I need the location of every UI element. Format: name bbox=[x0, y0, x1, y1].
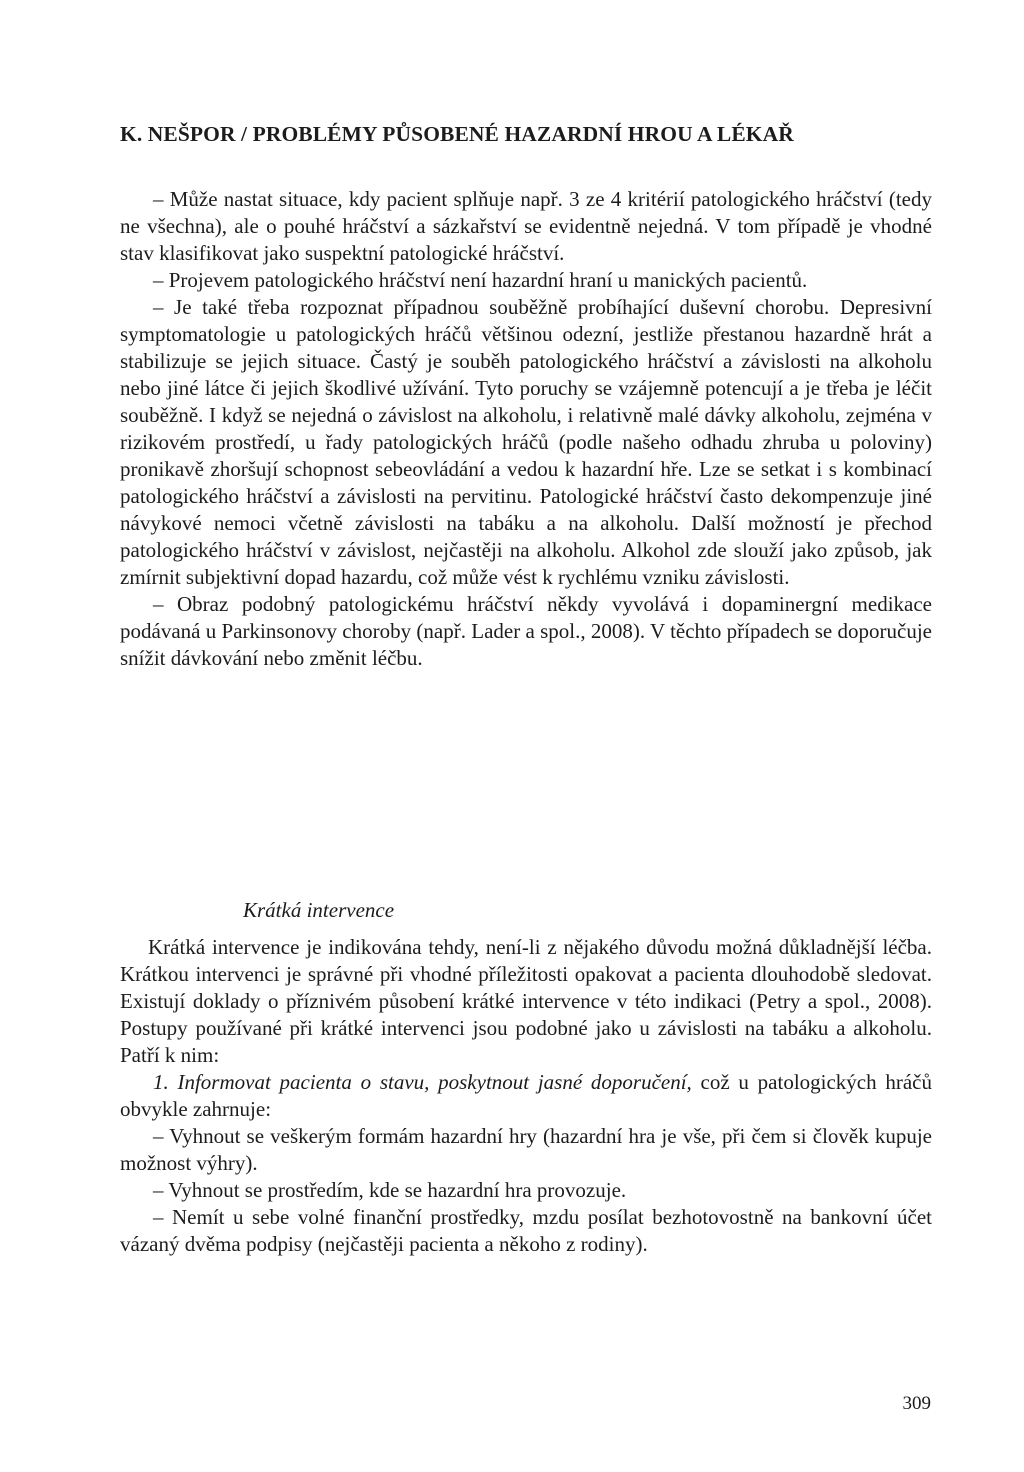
section-heading: Krátká intervence bbox=[243, 898, 395, 922]
section-2-body bbox=[120, 934, 932, 1258]
section-1-body bbox=[120, 186, 932, 672]
bullet-item: – Vyhnout se veškerým formám hazardní hry (hazardní hra je vše, při čem si člověk kupuje možnost výhry). bbox=[120, 1124, 932, 1175]
paragraph: – Může nastat situace, kdy pacient splňuje např. 3 ze 4 kritérií patologického hráčství (tedy ne všechna), ale o pouhé hráčství a sázkařství se evidentně nejedná. V tom případě je vhodné stav klasifikovat jako suspektní patologické hráčství. bbox=[120, 187, 932, 265]
paragraph: – Projevem patologického hráčství není hazardní hraní u manických pacientů. bbox=[153, 268, 808, 292]
page-number: 309 bbox=[902, 1393, 931, 1414]
paragraph: – Je také třeba rozpoznat případnou souběžně probíhající duševní chorobu. Depresivní symptomatologie u patologických hráčů většinou odezní, jestliže přestanou hazardně hrát a stabilizuje se jejich situace. Častý je souběh patologického hráčství a závislosti na alkoholu nebo jiné látce či jejich škodlivé užívání. Tyto poruchy se vzájemně potencují a je třeba je léčit souběžně. I když se nejedná o závislost na alkoholu, i relativně malé dávky alkoholu, zejména v rizikovém prostředí, u řady patologických hráčů (podle našeho odhadu zhruba u poloviny) pronikavě zhoršují schopnost sebeovládání a vedou k hazardní hře. Lze se setkat i s kombinací patologického hráčství a závislosti na pervitinu. Patologické hráčství často dekompenzuje jiné návykové nemoci včetně závislosti na tabáku a na alkoholu. Další možností je přechod patologického hráčství v závislost, nejčastěji na alkoholu. Alkohol zde slouží jako způsob, jak zmírnit subjektivní dopad hazardu, což může vést k rychlému vzniku závislosti. bbox=[120, 295, 932, 589]
bullet-item: – Nemít u sebe volné finanční prostředky, mzdu posílat bezhotovostně na bankovní účet vázaný dvěma podpisy (nejčastěji pacienta a někoho z rodiny). bbox=[120, 1205, 932, 1256]
numbered-item-italic: 1. Informovat pacienta o stavu, poskytnout jasné doporučení, bbox=[153, 1070, 692, 1094]
running-title: K. NEŠPOR / PROBLÉMY PŮSOBENÉ HAZARDNÍ HROU A LÉKAŘ bbox=[120, 122, 794, 146]
paragraph: – Obraz podobný patologickému hráčství někdy vyvolává i dopaminergní medikace podávaná u Parkinsonovy choroby (např. Lader a spol., 2008). V těchto případech se doporučuje snížit dávkování nebo změnit léčbu. bbox=[120, 592, 932, 670]
numbered-item-text: což u patologických hráčů obvykle zahrnuje: bbox=[120, 1070, 932, 1121]
paragraph: Krátká intervence je indikována tehdy, není-li z nějakého důvodu možná důkladnější léčba. Krátkou intervenci je správné při vhodné příležitosti opakovat a pacienta dlouhodobě sledovat. Existují doklady o příznivém působení krátké intervence v této indikaci (Petry a spol., 2008). Postupy používané při krátké intervenci jsou podobné jako u závislosti na tabáku a alkoholu. Patří k nim: bbox=[120, 935, 932, 1067]
numbered-item bbox=[120, 1069, 932, 1123]
bullet-item: – Vyhnout se prostředím, kde se hazardní hra provozuje. bbox=[153, 1178, 627, 1202]
